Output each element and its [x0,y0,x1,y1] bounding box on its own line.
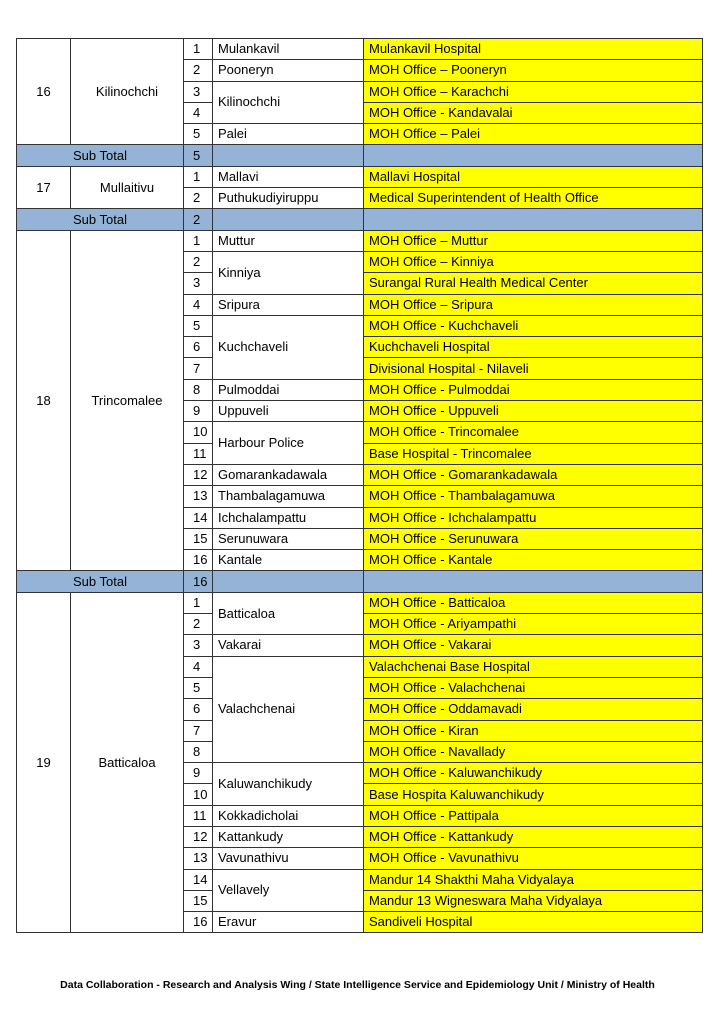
row-index: 4 [184,102,213,123]
row-index: 12 [184,826,213,847]
moh-area: Kantale [213,550,364,571]
table-row [17,230,703,251]
moh-area: Pooneryn [213,60,364,81]
subtotal-empty-cell [213,571,364,592]
row-index: 1 [184,230,213,251]
moh-area: Vakarai [213,635,364,656]
quarantine-location: MOH Office - Kaluwanchikudy [364,763,703,784]
moh-area: Kinniya [213,251,364,294]
row-index: 5 [184,677,213,698]
quarantine-location: MOH Office – Sripura [364,294,703,315]
subtotal-empty-cell [364,571,703,592]
quarantine-location: MOH Office - Kattankudy [364,826,703,847]
quarantine-location: MOH Office - Oddamavadi [364,699,703,720]
row-index: 5 [184,124,213,145]
moh-area: Puthukudiyiruppu [213,188,364,209]
row-index: 7 [184,358,213,379]
moh-area: Sripura [213,294,364,315]
row-index: 2 [184,188,213,209]
quarantine-location: MOH Office - Pulmoddai [364,379,703,400]
moh-area: Harbour Police [213,422,364,465]
moh-area: Kokkadicholai [213,805,364,826]
moh-area: Pulmoddai [213,379,364,400]
moh-area: Vellavely [213,869,364,912]
row-index: 6 [184,699,213,720]
quarantine-location: Kuchchaveli Hospital [364,337,703,358]
quarantine-location: MOH Office - Ichchalampattu [364,507,703,528]
quarantine-location: MOH Office - Kandavalai [364,102,703,123]
row-index: 5 [184,315,213,336]
quarantine-location: Sandiveli Hospital [364,912,703,933]
table-row [17,592,703,613]
moh-area: Kaluwanchikudy [213,763,364,806]
moh-area: Palei [213,124,364,145]
row-index: 12 [184,464,213,485]
quarantine-location: MOH Office - Vakarai [364,635,703,656]
subtotal-row [17,209,703,230]
row-index: 2 [184,60,213,81]
quarantine-locations-table [16,38,703,933]
quarantine-location: MOH Office - Trincomalee [364,422,703,443]
row-index: 1 [184,166,213,187]
row-index: 9 [184,401,213,422]
row-index: 2 [184,251,213,272]
moh-area: Uppuveli [213,401,364,422]
quarantine-location: Valachchenai Base Hospital [364,656,703,677]
row-index: 13 [184,486,213,507]
row-index: 1 [184,39,213,60]
quarantine-location: MOH Office - Navallady [364,741,703,762]
subtotal-empty-cell [213,145,364,166]
quarantine-location: MOH Office - Pattipala [364,805,703,826]
moh-area: Mulankavil [213,39,364,60]
quarantine-location: MOH Office – Karachchi [364,81,703,102]
quarantine-location: Mandur 13 Wigneswara Maha Vidyalaya [364,890,703,911]
quarantine-location: Divisional Hospital - Nilaveli [364,358,703,379]
row-index: 14 [184,507,213,528]
quarantine-location: MOH Office - Thambalagamuwa [364,486,703,507]
row-index: 14 [184,869,213,890]
quarantine-location: Mandur 14 Shakthi Maha Vidyalaya [364,869,703,890]
row-index: 16 [184,912,213,933]
moh-area: Mallavi [213,166,364,187]
footer-credit: Data Collaboration - Research and Analysis Wing / State Intelligence Service and Epidemiology Unit / Ministry of Health [60,979,655,991]
row-index: 13 [184,848,213,869]
moh-area: Vavunathivu [213,848,364,869]
moh-area: Gomarankadawala [213,464,364,485]
row-index: 3 [184,81,213,102]
quarantine-location: MOH Office - Gomarankadawala [364,464,703,485]
row-index: 11 [184,443,213,464]
quarantine-location: MOH Office - Valachchenai [364,677,703,698]
subtotal-value: 2 [184,209,213,230]
row-index: 11 [184,805,213,826]
quarantine-location: MOH Office - Kuchchaveli [364,315,703,336]
quarantine-location: Surangal Rural Health Medical Center [364,273,703,294]
quarantine-location: MOH Office – Kinniya [364,251,703,272]
moh-area: Kilinochchi [213,81,364,124]
subtotal-row [17,145,703,166]
row-index: 8 [184,379,213,400]
table-row [17,166,703,187]
row-index: 8 [184,741,213,762]
subtotal-label: Sub Total [17,145,184,166]
quarantine-location: MOH Office - Batticaloa [364,592,703,613]
row-index: 15 [184,528,213,549]
subtotal-empty-cell [364,145,703,166]
quarantine-location: MOH Office - Ariyampathi [364,614,703,635]
table-body [17,39,703,933]
row-index: 3 [184,273,213,294]
moh-area: Kattankudy [213,826,364,847]
subtotal-row [17,571,703,592]
row-index: 9 [184,763,213,784]
quarantine-location: MOH Office - Uppuveli [364,401,703,422]
row-index: 6 [184,337,213,358]
district-name: Kilinochchi [71,39,184,145]
moh-area: Kuchchaveli [213,315,364,379]
district-number: 18 [17,230,71,571]
row-index: 4 [184,294,213,315]
district-number: 16 [17,39,71,145]
quarantine-location: Base Hospital - Trincomalee [364,443,703,464]
quarantine-location: MOH Office - Kantale [364,550,703,571]
quarantine-location: MOH Office – Palei [364,124,703,145]
district-number: 19 [17,592,71,933]
quarantine-location: MOH Office – Muttur [364,230,703,251]
moh-area: Eravur [213,912,364,933]
quarantine-location: MOH Office - Vavunathivu [364,848,703,869]
quarantine-location: Mulankavil Hospital [364,39,703,60]
moh-area: Serunuwara [213,528,364,549]
row-index: 1 [184,592,213,613]
moh-area: Thambalagamuwa [213,486,364,507]
subtotal-empty-cell [213,209,364,230]
subtotal-value: 16 [184,571,213,592]
quarantine-location: Medical Superintendent of Health Office [364,188,703,209]
subtotal-value: 5 [184,145,213,166]
subtotal-label: Sub Total [17,209,184,230]
district-name: Mullaitivu [71,166,184,209]
quarantine-location: MOH Office - Kiran [364,720,703,741]
row-index: 7 [184,720,213,741]
row-index: 2 [184,614,213,635]
row-index: 3 [184,635,213,656]
moh-area: Valachchenai [213,656,364,762]
row-index: 10 [184,784,213,805]
table-row [17,39,703,60]
district-number: 17 [17,166,71,209]
moh-area: Ichchalampattu [213,507,364,528]
subtotal-empty-cell [364,209,703,230]
moh-area: Batticaloa [213,592,364,635]
district-name: Trincomalee [71,230,184,571]
subtotal-label: Sub Total [17,571,184,592]
row-index: 16 [184,550,213,571]
district-name: Batticaloa [71,592,184,933]
quarantine-location: MOH Office - Serunuwara [364,528,703,549]
row-index: 10 [184,422,213,443]
row-index: 4 [184,656,213,677]
quarantine-location: Base Hospita Kaluwanchikudy [364,784,703,805]
quarantine-location: Mallavi Hospital [364,166,703,187]
row-index: 15 [184,890,213,911]
quarantine-location: MOH Office – Pooneryn [364,60,703,81]
moh-area: Muttur [213,230,364,251]
